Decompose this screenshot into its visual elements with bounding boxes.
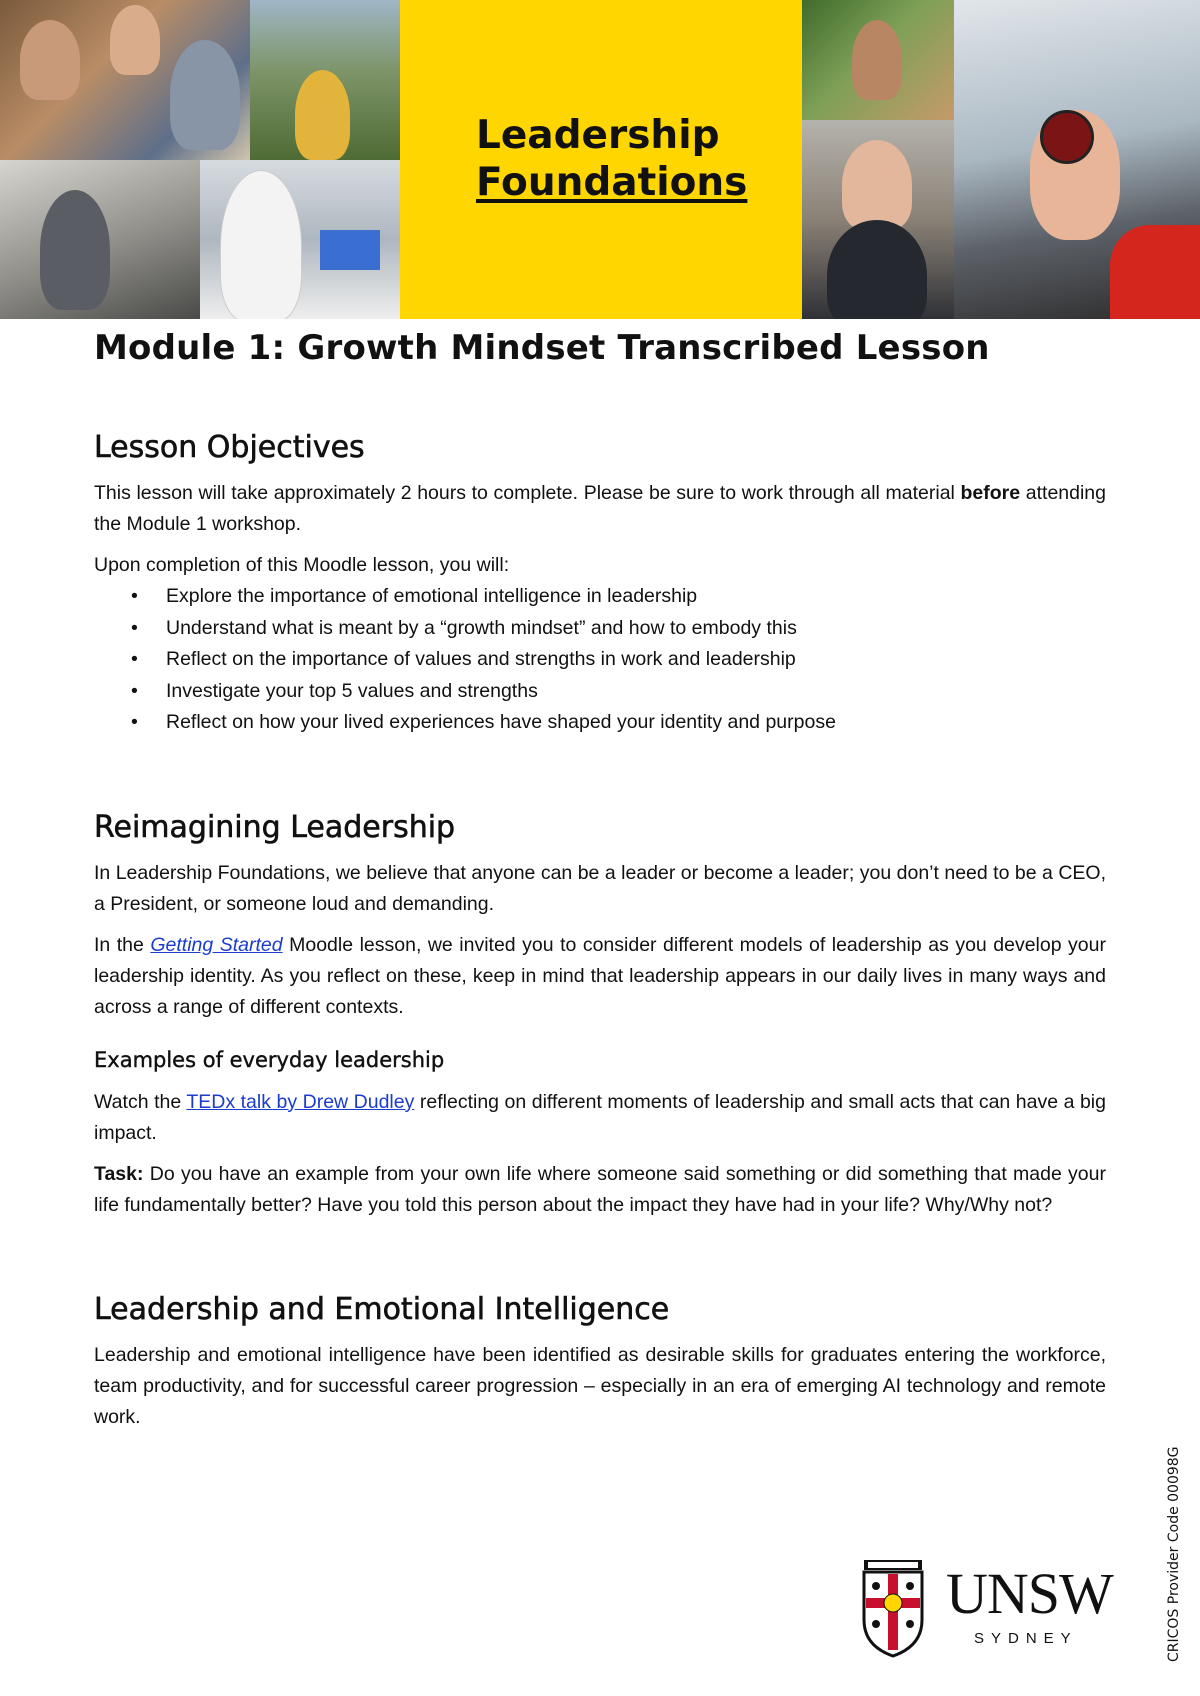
reimagining-p2-text-a: In the <box>94 933 151 956</box>
compass-icon <box>1040 110 1094 164</box>
logo-wordmark: UNSW <box>946 1561 1113 1626</box>
list-item: • Investigate your top 5 values and strengths <box>166 676 1106 708</box>
tedx-talk-link[interactable]: TEDx talk by Drew Dudley <box>186 1090 415 1113</box>
reimagining-paragraph-2 <box>94 930 1106 1023</box>
tedx-text-b: reflecting on different moments of leadership and small acts that can have a big impact. <box>94 1090 1106 1144</box>
objectives-intro-bold: before <box>960 482 1021 504</box>
unsw-logo <box>860 1558 1113 1662</box>
objectives-intro-text-b: attending the Module 1 workshop. <box>94 482 1107 535</box>
objectives-lead-in: Upon completion of this Moodle lesson, you will: <box>94 554 510 576</box>
header-banner <box>0 0 1200 319</box>
list-item: • Explore the importance of emotional intelligence in leadership <box>166 581 1106 613</box>
list-item: • Reflect on how your lived experiences have shaped your identity and purpose <box>166 707 1106 739</box>
scientist-lab-photo <box>200 160 400 319</box>
tedx-text-a: Watch the <box>94 1090 187 1113</box>
friends-handshake-photo <box>802 0 954 120</box>
list-item: • Understand what is meant by a “growth mindset” and how to embody this <box>166 613 1106 645</box>
task-text: Do you have an example from your own life where someone said something or did something that made your life fundamentally better? Have you told this person about the impact they have had in your life? Why/Why not? <box>94 1162 1106 1216</box>
getting-started-link[interactable]: Getting Started <box>150 933 283 956</box>
task-paragraph <box>94 1159 1106 1221</box>
heading-reimagining-leadership: Reimagining Leadership <box>94 809 456 845</box>
logo-subtext: SYDNEY <box>974 1630 1078 1647</box>
students-group-photo <box>0 0 250 160</box>
emotional-intelligence-paragraph: Leadership and emotional intelligence have been identified as desirable skills for graduates entering the workforce, team productivity, and for successful career progression – especially in an era of emerging AI technology and remote work. <box>94 1343 1106 1428</box>
cricos-code: CRICOS Provider Code 00098G <box>1166 1446 1182 1662</box>
heading-emotional-intelligence: Leadership and Emotional Intelligence <box>94 1291 670 1327</box>
reimagining-paragraph-1: In Leadership Foundations, we believe that anyone can be a leader or become a leader; you don’t need to be a CEO, a President, or someone loud and demanding. <box>94 861 1106 915</box>
objectives-intro <box>94 478 1106 540</box>
young-man-portrait-photo <box>802 120 954 319</box>
page-title: Module 1: Growth Mindset Transcribed Lesson <box>94 328 990 368</box>
banner-title-line1: Leadership <box>476 113 720 158</box>
tedx-paragraph <box>94 1087 1106 1149</box>
heading-lesson-objectives: Lesson Objectives <box>94 430 365 465</box>
reimagining-p2-text-b: Moodle lesson, we invited you to consider different models of leadership as you develop your leadership identity. As you reflect on these, keep in mind that leadership appears in our daily lives in many ways and across a range of different contexts. <box>94 933 1106 1018</box>
student-stairs-photo <box>0 160 200 319</box>
objectives-intro-text-a: This lesson will take approximately 2 hours to complete. Please be sure to work through all material <box>94 482 961 504</box>
list-item: • Reflect on the importance of values and strengths in work and leadership <box>166 644 1106 676</box>
hiker-mountain-photo <box>250 0 400 160</box>
task-label: Task: <box>94 1162 144 1185</box>
document-body <box>94 318 1106 1433</box>
unsw-crest-icon <box>860 1558 926 1660</box>
objectives-list <box>94 581 1106 739</box>
banner-title <box>476 112 747 206</box>
heading-everyday-leadership: Examples of everyday leadership <box>94 1047 445 1072</box>
banner-title-line2: Foundations <box>476 160 748 205</box>
red-sleeve-shape <box>1110 225 1200 319</box>
